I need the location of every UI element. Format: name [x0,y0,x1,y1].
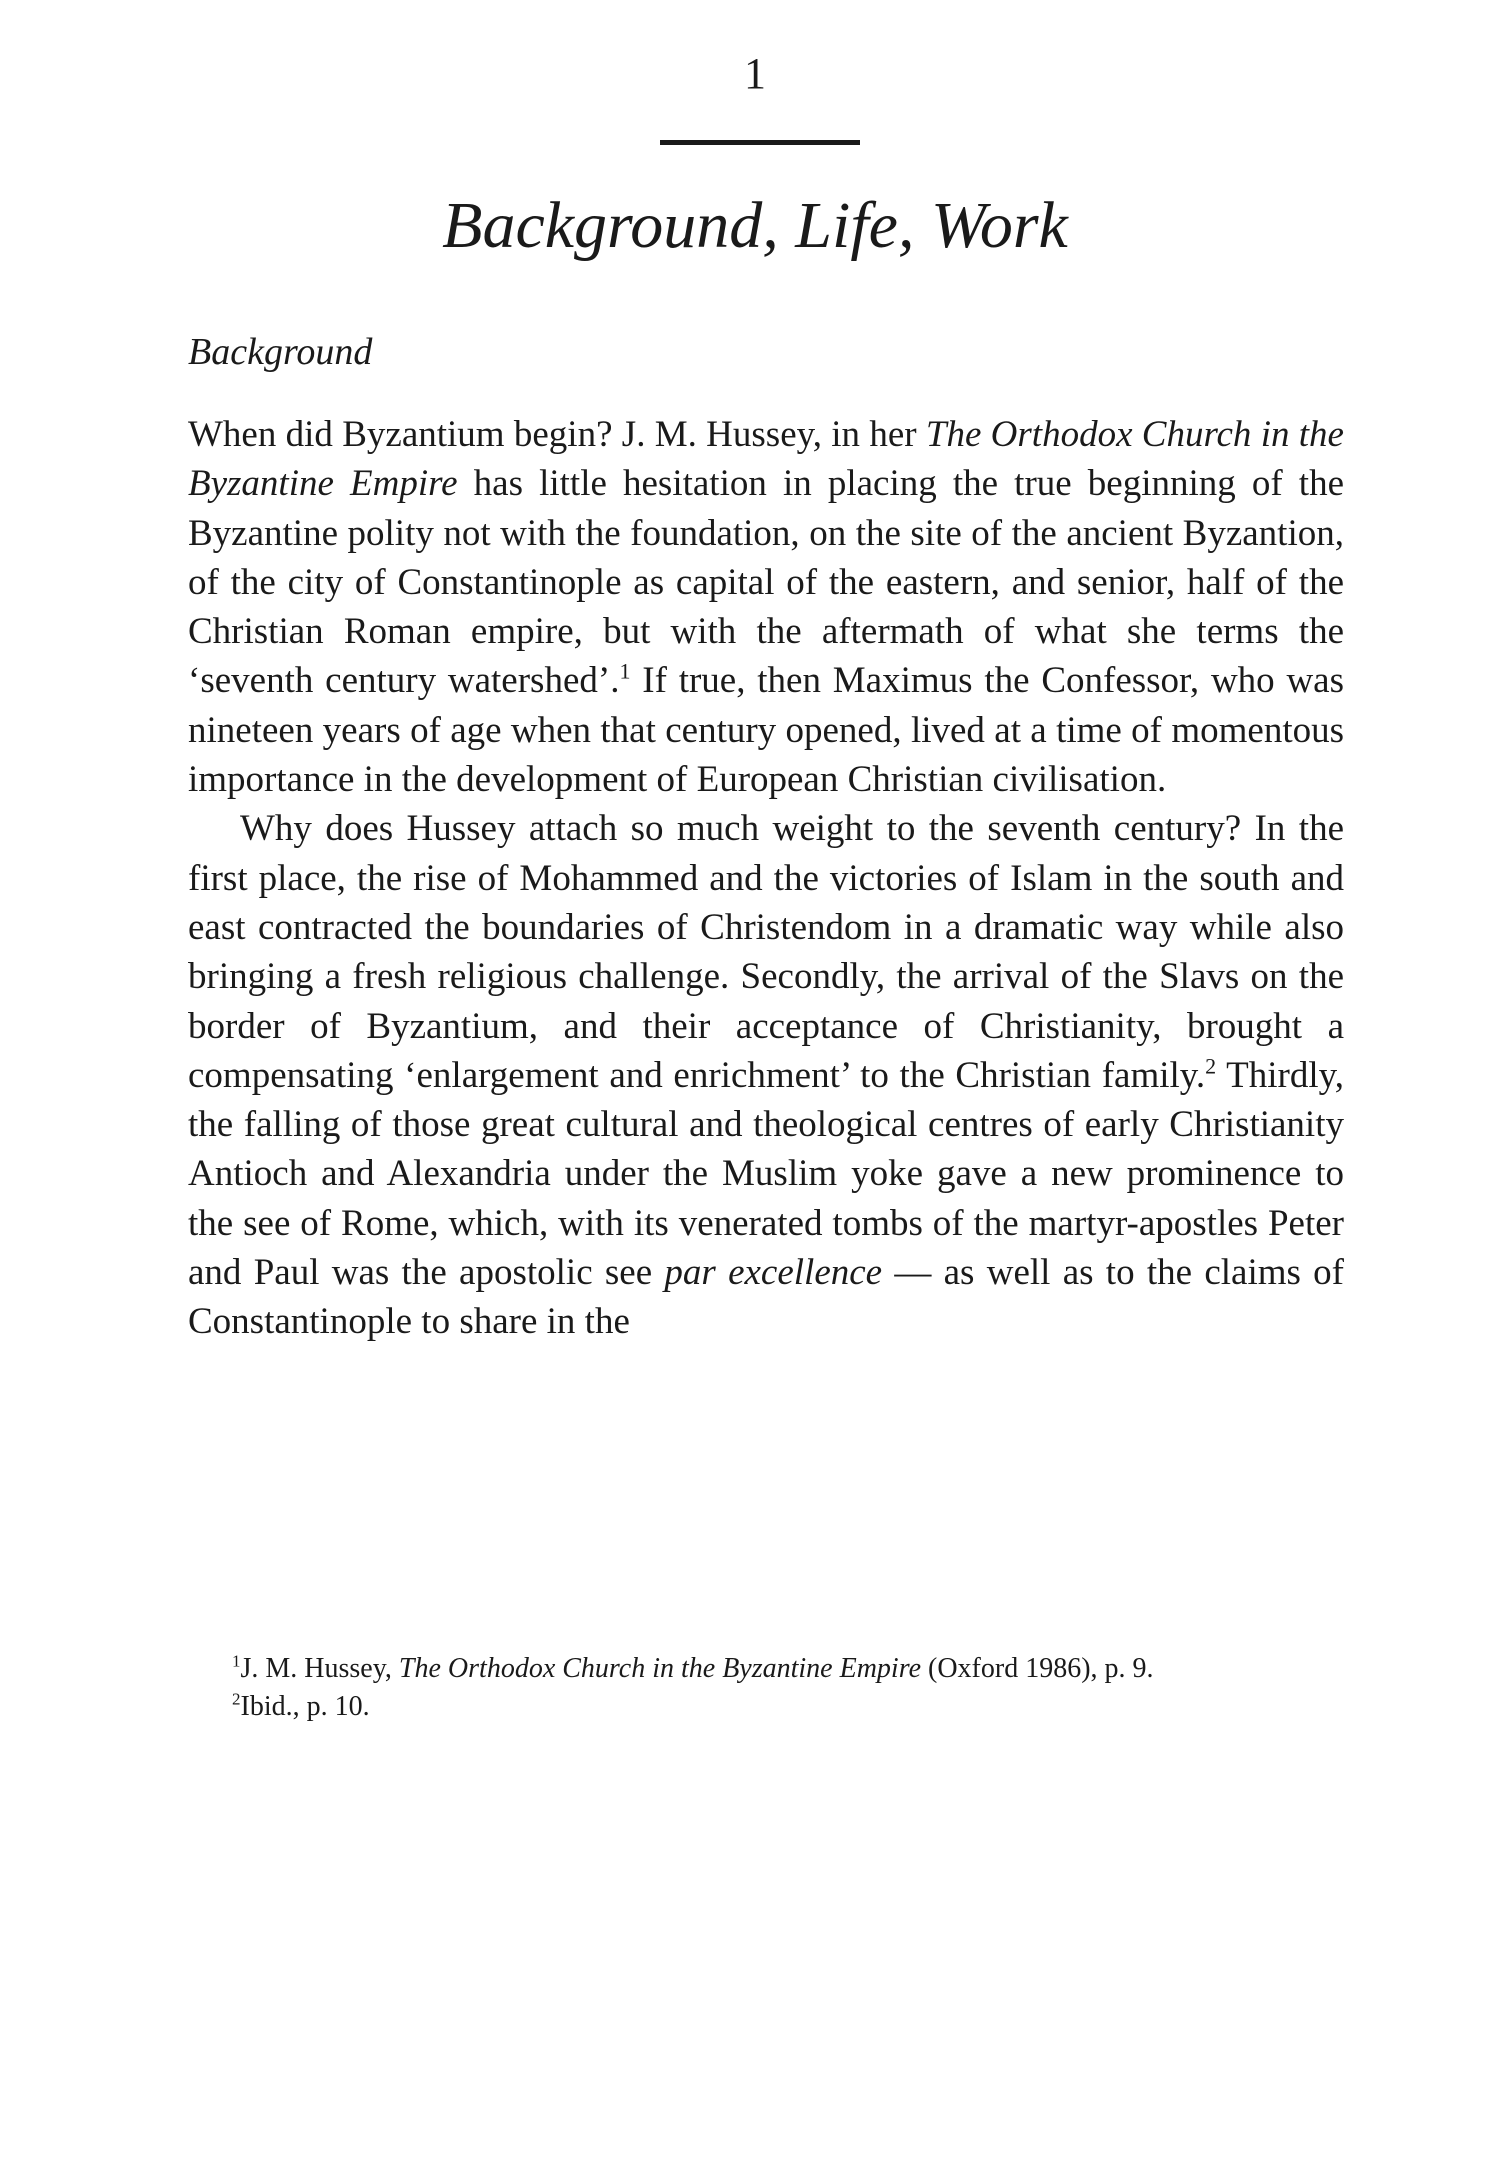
text-span: Why does Hussey attach so much weight to the seventh century? In the first place, the rise of Mohammed and the victories of Islam in the south and east contracted the boundaries of Christendom in a dramatic way while also bringing a fresh religious challenge. Secondly, the arrival of the Slavs on the border of Byzantium, and their acceptance of Christianity, brought a compensating ‘enlargement and enrichment’ to the Christian family. [188,808,1344,1096]
footnote [232,1650,1344,1688]
chapter-title: Background, Life, Work [442,189,1068,262]
text-span: When did Byzantium begin? J. M. Hussey, in her [188,414,926,455]
footnote-text: (Oxford 1986), p. 9. [921,1653,1154,1684]
footnote-text: J. M. Hussey, [240,1653,399,1684]
page-number: 1 [744,49,766,98]
section-heading: Background [188,331,373,373]
paragraph [188,804,1344,1346]
footnote-marker: 1 [619,659,631,685]
footnote-marker: 1 [232,1651,241,1671]
book-title: The Orthodox Church in the Byzantine Empire [188,414,1344,505]
footnote-marker: 2 [232,1689,241,1709]
text-span: has little hesitation in placing the true beginning of the Byzantine polity not with the foundation, on the site of the ancient Byzantion, of the city of Constantinople as capital of the eastern, and senior, half of the Christian Roman empire, but with the aftermath of what she terms the ‘seventh century watershed’. [188,463,1344,702]
footnote-marker: 2 [1205,1053,1217,1079]
text-span: If true, then Maximus the Confessor, who was nineteen years of age when that century opened, lived at a time of momentous importance in the development of European Christian civilisation. [188,660,1344,801]
footnote-text: Ibid., p. 10. [240,1691,370,1722]
chapter-rule [660,140,860,145]
text-span: — as well as to the claims of Constantinople to share in the [188,1252,1344,1343]
footnote [232,1688,1344,1726]
book-title: The Orthodox Church in the Byzantine Empire [398,1653,921,1684]
paragraph [188,410,1344,804]
body-text [188,410,1344,1347]
latin-phrase: par excellence [664,1252,883,1294]
footnotes [232,1650,1344,1726]
text-span: Thirdly, the falling of those great cultural and theological centres of early Christianity Antioch and Alexandria under the Muslim yoke gave a new prominence to the see of Rome, which, with its venerated tombs of the martyr-apostles Peter and Paul was the apostolic see [188,1054,1344,1294]
